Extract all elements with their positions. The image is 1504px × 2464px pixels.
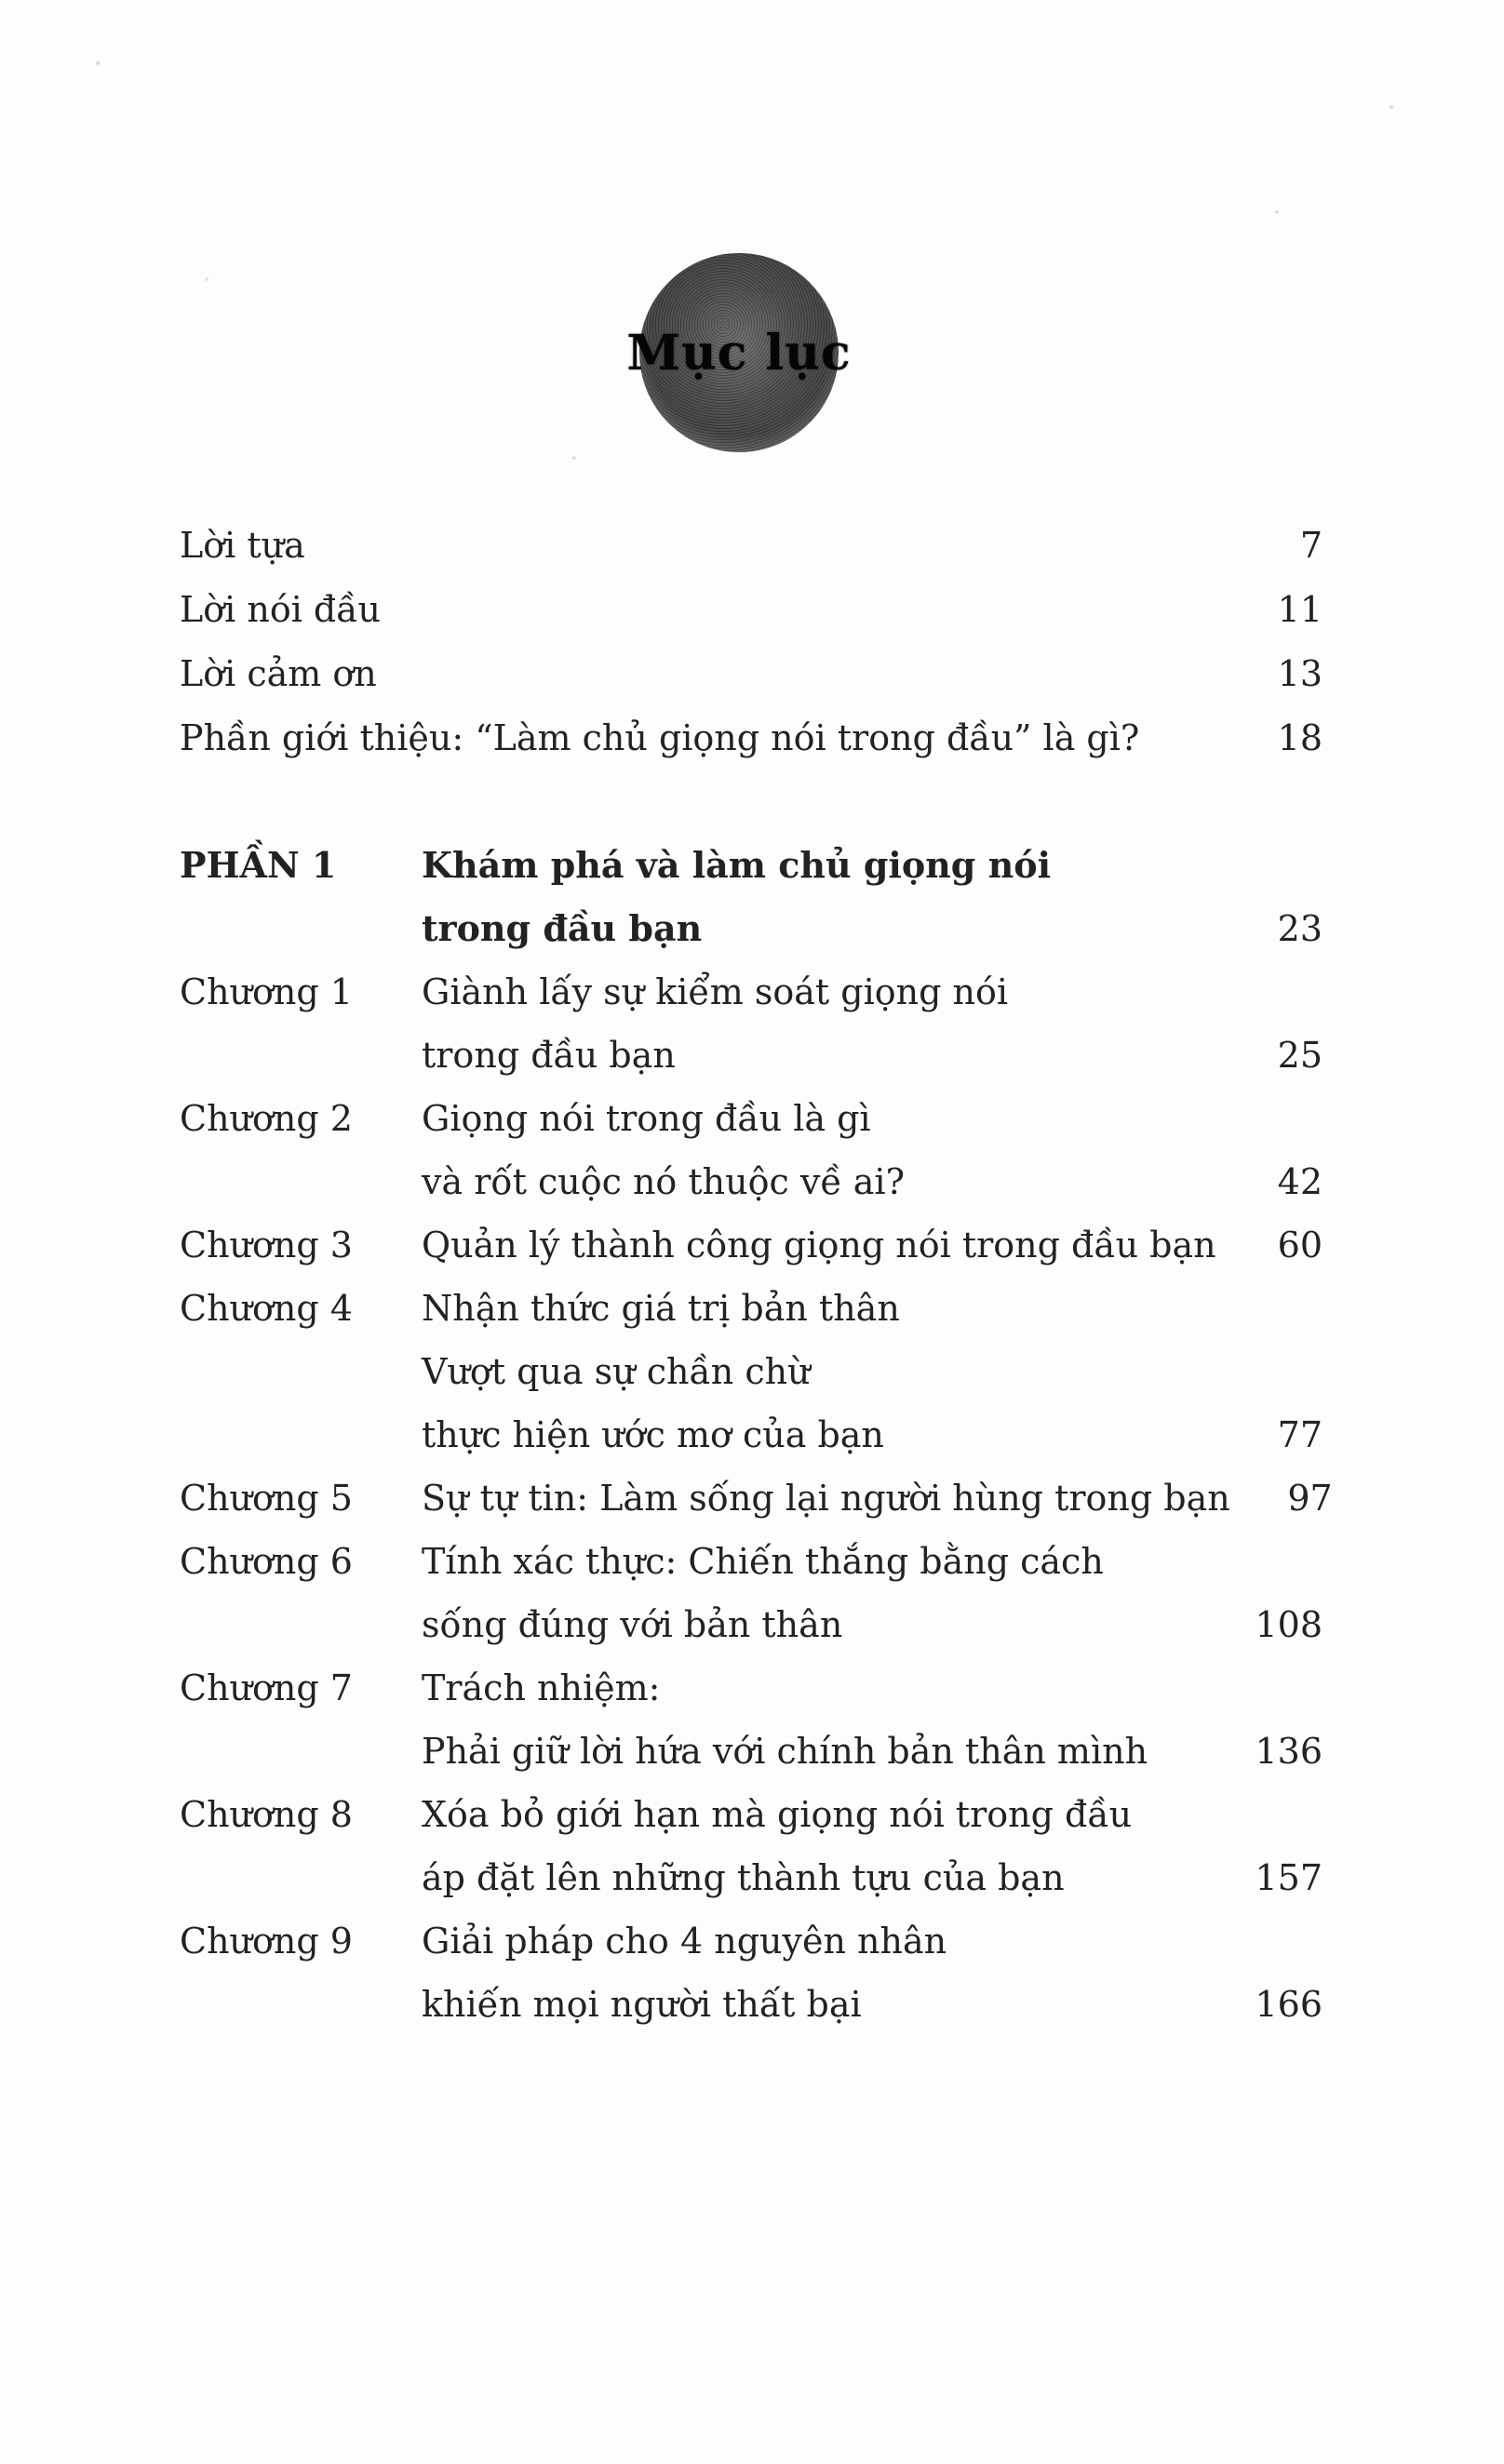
- front-matter-list: [180, 514, 1323, 770]
- front-matter-label: Lời tựa: [180, 525, 305, 566]
- chapter-title: [422, 1909, 1220, 2036]
- page-number: 108: [1255, 1604, 1323, 1645]
- chapter-title: [422, 960, 1220, 1087]
- chapter-title-line: Nhận thức giá trị bản thân: [422, 1288, 900, 1329]
- chapter-title-line: Tính xác thực: Chiến thắng bằng cách: [422, 1541, 1104, 1582]
- toc-row: [180, 960, 1323, 1087]
- chapter-label: PHẦN 1: [180, 844, 337, 886]
- toc-row: [180, 1087, 1323, 1213]
- chapter-title-line: Xóa bỏ giới hạn mà giọng nói trong đầu: [422, 1794, 1133, 1835]
- page-number: 60: [1277, 1225, 1323, 1265]
- page-number: 11: [1277, 589, 1323, 630]
- chapter-label: Chương 6: [180, 1541, 353, 1582]
- page-number: 136: [1255, 1731, 1323, 1772]
- chapter-title-line: và rốt cuộc nó thuộc về ai?: [422, 1161, 905, 1202]
- chapter-label: Chương 8: [180, 1794, 353, 1835]
- toc-row: [180, 1277, 1323, 1466]
- chapter-title-line: Vượt qua sự chần chừ: [422, 1351, 811, 1392]
- chapter-title-line: Phải giữ lời hứa với chính bản thân mình: [422, 1731, 1148, 1772]
- page-number: 23: [1277, 908, 1323, 949]
- chapter-title: [422, 1213, 1220, 1277]
- chapter-label: Chương 7: [180, 1667, 353, 1708]
- page-title: Mục lục: [626, 324, 852, 382]
- front-matter-row: [180, 578, 1323, 642]
- chapter-label: Chương 3: [180, 1225, 353, 1265]
- chapter-title-line: Giành lấy sự kiểm soát giọng nói: [422, 971, 1009, 1012]
- chapter-title-line: Trách nhiệm:: [422, 1667, 661, 1708]
- front-matter-row: [180, 514, 1323, 578]
- chapter-title-line: Giải pháp cho 4 nguyên nhân: [422, 1921, 947, 1962]
- book-page: [0, 253, 1504, 2464]
- chapter-title-line: Quản lý thành công giọng nói trong đầu bạn: [422, 1225, 1216, 1265]
- chapter-label: Chương 1: [180, 971, 353, 1012]
- front-matter-label: Lời nói đầu: [180, 589, 382, 630]
- page-number: 157: [1255, 1857, 1323, 1898]
- chapter-title: [422, 1530, 1220, 1656]
- chapter-title-line: thực hiện ước mơ của bạn: [422, 1414, 884, 1455]
- front-matter-label: Lời cảm ơn: [180, 653, 377, 694]
- chapter-title: [422, 1656, 1220, 1783]
- chapter-title-line: áp đặt lên những thành tựu của bạn: [422, 1857, 1065, 1898]
- front-matter-row: [180, 642, 1323, 706]
- toc-row: [180, 1530, 1323, 1656]
- toc-row: [180, 1656, 1323, 1783]
- page-number: 97: [1287, 1478, 1333, 1519]
- title-badge-wrap: [180, 253, 1323, 452]
- toc-row: [180, 1213, 1323, 1277]
- chapter-title-line: khiến mọi người thất bại: [422, 1984, 862, 2025]
- chapter-title: [422, 1277, 1220, 1466]
- chapter-label: Chương 5: [180, 1478, 353, 1519]
- toc-row: [180, 834, 1323, 960]
- page-number: 7: [1299, 525, 1323, 566]
- front-matter-label: Phần giới thiệu: “Làm chủ giọng nói trong đầu” là gì?: [180, 717, 1140, 758]
- title-badge: [626, 253, 852, 452]
- chapter-title-line: Sự tự tin: Làm sống lại người hùng trong bạn: [422, 1478, 1230, 1519]
- toc-row: [180, 1783, 1323, 1909]
- chapter-title: [422, 1087, 1220, 1213]
- chapter-title-line: trong đầu bạn: [422, 1035, 676, 1076]
- page-number: 77: [1277, 1414, 1323, 1455]
- chapter-title-line: Giọng nói trong đầu là gì: [422, 1098, 871, 1139]
- chapter-title-line: trong đầu bạn: [422, 907, 703, 949]
- chapter-title: [422, 834, 1220, 960]
- chapter-title-line: Khám phá và làm chủ giọng nói: [422, 844, 1052, 886]
- chapter-label: Chương 2: [180, 1098, 353, 1139]
- chapter-label: Chương 9: [180, 1921, 353, 1962]
- toc-row: [180, 1909, 1323, 2036]
- page-number: 42: [1277, 1161, 1323, 1202]
- page-number: 25: [1277, 1035, 1323, 1076]
- chapter-title: [422, 1466, 1230, 1530]
- chapter-label: Chương 4: [180, 1288, 353, 1329]
- page-number: 13: [1277, 653, 1323, 694]
- toc-row: [180, 1466, 1333, 1530]
- chapter-title: [422, 1783, 1220, 1909]
- chapter-title-line: sống đúng với bản thân: [422, 1604, 843, 1645]
- front-matter-row: [180, 706, 1323, 770]
- toc-list: [180, 834, 1333, 2036]
- page-number: 18: [1277, 717, 1323, 758]
- page-number: 166: [1255, 1984, 1323, 2025]
